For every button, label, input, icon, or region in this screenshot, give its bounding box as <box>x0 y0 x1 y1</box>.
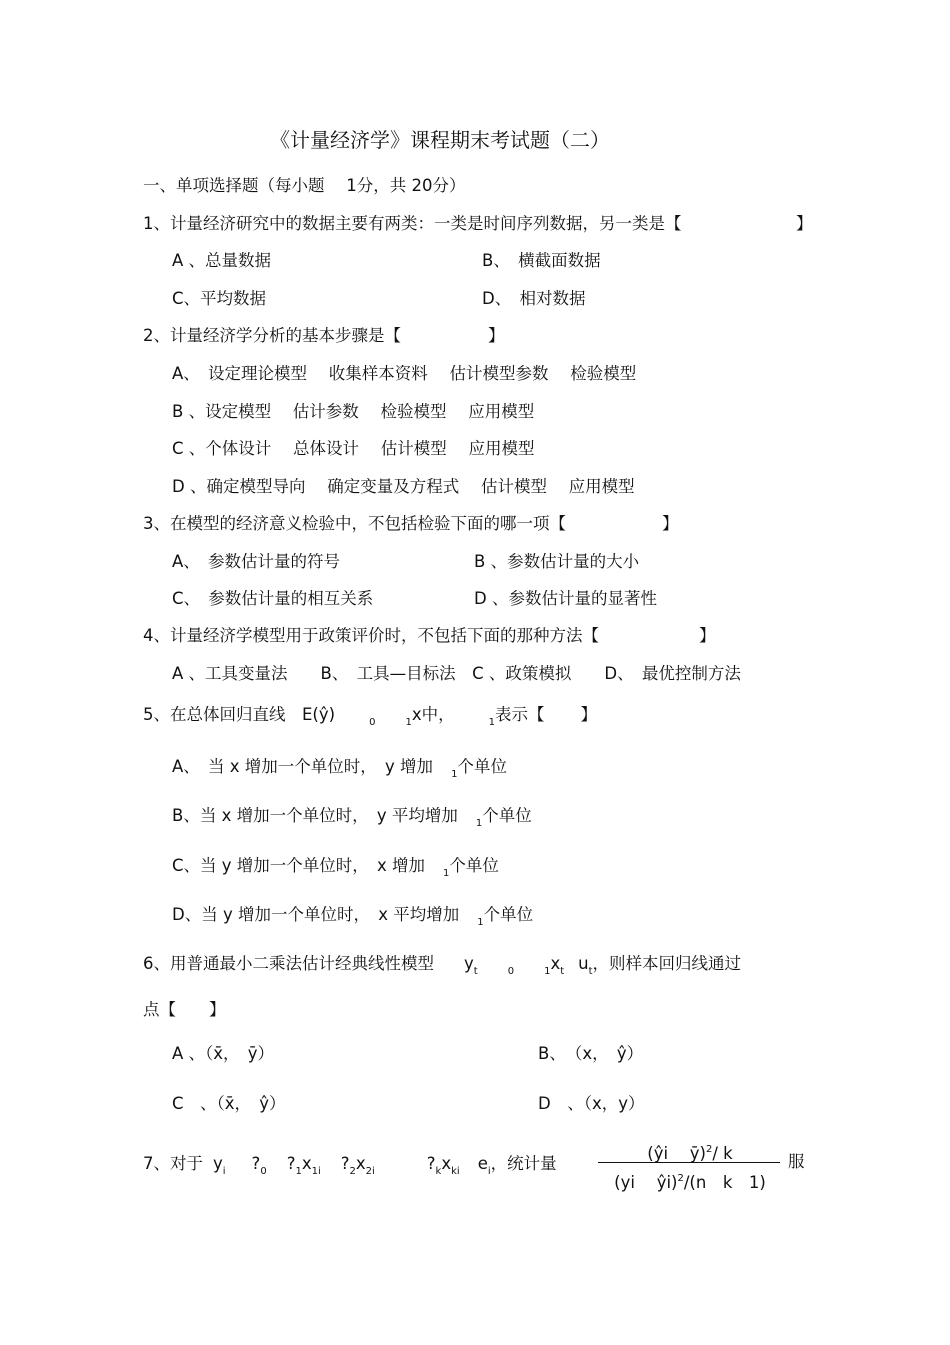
question-6-option-d: D 、（x，y） <box>538 1094 645 1113</box>
question-5-option-b-text: B、当 x 增加一个单位时， y 平均增加 <box>172 806 458 825</box>
question-2-option-a: A、 设定理论模型 收集样本资料 估计模型参数 检验模型 <box>172 364 637 383</box>
question-5-stem-tail: 表示【 <box>494 705 545 724</box>
fraction-numerator-power: 2 <box>706 1144 713 1155</box>
question-5-stem-lead: 5、在总体回归直线 E(ŷ) <box>143 705 336 724</box>
question-6-option-b: B、 （x， ŷ） <box>538 1044 644 1063</box>
fraction-denominator-power: 2 <box>677 1173 684 1184</box>
question-6-beta1-sub: 1 <box>544 966 551 977</box>
question-5-stem-mid: x中， <box>411 705 455 724</box>
question-5-option-a-text: A、 当 x 增加一个单位时， y 增加 <box>172 757 434 776</box>
question-7-stem <box>143 1154 557 1177</box>
question-3-option-c: C、 参数估计量的相互关系 <box>172 589 374 608</box>
question-6-x: x <box>550 954 561 973</box>
question-5-sub-1: 1 <box>405 717 412 728</box>
question-6-y: y <box>464 954 474 973</box>
question-6-x-sub: t <box>560 966 565 977</box>
question-7-beta2: ? <box>340 1154 350 1173</box>
fraction-bar <box>598 1162 780 1163</box>
question-5-option-c-unit: 个单位 <box>449 856 499 875</box>
question-7-y-sub: i <box>222 1166 226 1177</box>
question-6-bracket-line: 点【 】 <box>143 1000 226 1019</box>
question-5-option-a <box>172 757 507 780</box>
page-title: 《计量经济学》课程期末考试题（二） <box>270 128 610 152</box>
question-6-option-c: C 、（x̄， ŷ） <box>172 1094 286 1113</box>
question-5-bracket: 】 <box>580 705 597 724</box>
question-5-option-a-unit: 个单位 <box>457 757 507 776</box>
section-heading: 一、单项选择题（每小题 1分，共 20分） <box>143 176 466 195</box>
question-7-e-sub: i <box>487 1166 491 1177</box>
question-7-e: e <box>477 1154 488 1173</box>
question-3-option-a: A、 参数估计量的符号 <box>172 552 341 571</box>
question-5-option-c-text: C、当 y 增加一个单位时， x 增加 <box>172 856 426 875</box>
question-6-stem-tail: ，则样本回归线通过 <box>592 954 742 973</box>
question-5-stem <box>143 705 597 728</box>
fraction-numerator-divisor: / k <box>712 1144 733 1163</box>
question-5-option-d-sub: 1 <box>477 917 484 928</box>
fraction-numerator <box>598 1140 782 1164</box>
question-7-betak-sub: k <box>435 1166 442 1177</box>
question-7-xk: x <box>441 1154 452 1173</box>
fraction-denominator <box>598 1169 782 1193</box>
question-7-beta0: ? <box>251 1154 261 1173</box>
question-5-option-d-unit: 个单位 <box>483 905 534 924</box>
question-6-y-sub: t <box>473 966 478 977</box>
question-4-bracket: 】 <box>699 626 716 645</box>
question-6-u-sub: t <box>588 966 593 977</box>
question-1-bracket: 】 <box>796 214 813 233</box>
question-5-option-c <box>172 856 499 879</box>
f-statistic-fraction <box>598 1140 782 1190</box>
question-6-stem-lead: 6、用普通最小二乘法估计经典线性模型 <box>143 954 434 973</box>
question-2-option-b: B 、设定模型 估计参数 检验模型 应用模型 <box>172 402 535 421</box>
question-5-option-d-text: D、当 y 增加一个单位时， x 平均增加 <box>172 905 460 924</box>
question-7-x1: x <box>301 1154 312 1173</box>
question-7-xk-sub: ki <box>451 1166 460 1177</box>
question-6-stem <box>143 954 741 977</box>
question-7-x2: x <box>355 1154 366 1173</box>
question-5-sub-2: 1 <box>488 717 495 728</box>
question-7-x1-sub: 1i <box>311 1166 321 1177</box>
question-3-option-d: D 、参数估计量的显著性 <box>474 589 657 608</box>
question-5-option-b-sub: 1 <box>475 818 483 829</box>
fraction-denominator-text: (yi ŷi) <box>614 1173 678 1192</box>
question-7-beta1: ? <box>286 1154 296 1173</box>
question-1-option-a: A 、总量数据 <box>172 251 272 270</box>
question-1-stem: 1、计量经济研究中的数据主要有两类：一类是时间序列数据，另一类是【 <box>143 214 682 233</box>
question-7-stem-tail: ，统计量 <box>490 1154 557 1173</box>
question-6-option-a: A 、（x̄， ȳ） <box>172 1044 275 1063</box>
question-5-sub-0: 0 <box>369 717 376 728</box>
question-7-after: 服 <box>788 1152 805 1171</box>
fraction-denominator-divisor: /(n k 1) <box>683 1173 766 1192</box>
question-2-option-d: D 、确定模型导向 确定变量及方程式 估计模型 应用模型 <box>172 477 635 496</box>
question-4-stem: 4、计量经济学模型用于政策评价时，不包括下面的那种方法【 <box>143 626 599 645</box>
question-3-bracket: 】 <box>662 514 679 533</box>
question-1-option-d: D、 相对数据 <box>482 289 586 308</box>
question-3-stem: 3、在模型的经济意义检验中，不包括检验下面的哪一项【 <box>143 514 566 533</box>
question-6-u: u <box>578 954 589 973</box>
question-5-option-b-unit: 个单位 <box>482 806 532 825</box>
question-4-options: A 、工具变量法 B、 工具—目标法 C 、政策模拟 D、 最优控制方法 <box>172 664 741 683</box>
question-6-beta0-sub: 0 <box>507 966 515 977</box>
question-7-beta1-sub: 1 <box>295 1166 302 1177</box>
question-7-stem-lead: 7、对于 <box>143 1154 203 1173</box>
question-5-option-a-sub: 1 <box>451 769 458 780</box>
question-7-beta0-sub: 0 <box>260 1166 267 1177</box>
question-7-y: y <box>213 1154 223 1173</box>
question-1-option-c: C、平均数据 <box>172 289 267 308</box>
question-2-stem: 2、计量经济学分析的基本步骤是【 <box>143 326 401 345</box>
question-3-option-b: B 、参数估计量的大小 <box>474 552 640 571</box>
question-7-x2-sub: 2i <box>365 1166 375 1177</box>
question-7-betak: ? <box>426 1154 436 1173</box>
question-2-option-c: C 、个体设计 总体设计 估计模型 应用模型 <box>172 439 535 458</box>
question-2-bracket: 】 <box>488 326 505 345</box>
question-7-beta2-sub: 2 <box>349 1166 356 1177</box>
question-5-option-c-sub: 1 <box>443 868 450 879</box>
question-1-option-b: B、 横截面数据 <box>482 251 601 270</box>
question-5-option-b <box>172 806 532 829</box>
question-5-option-d <box>172 905 533 928</box>
fraction-numerator-text: (ŷi ȳ) <box>647 1144 706 1163</box>
